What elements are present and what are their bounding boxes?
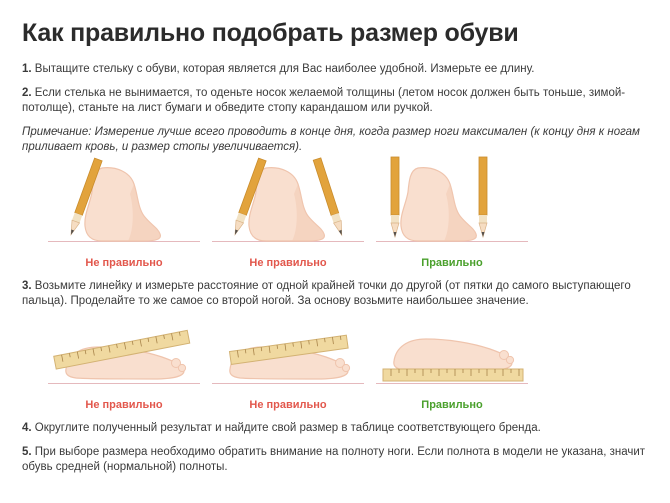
step-5 [22, 445, 648, 475]
pencil-tracing-illustration [22, 163, 652, 255]
caption-ruler-2: Не правильно [249, 399, 327, 411]
pencil-captions [22, 257, 652, 273]
caption-ruler-3: Правильно [421, 399, 483, 411]
caption-ruler-1: Не правильно [85, 399, 163, 411]
baseline-6 [376, 383, 528, 384]
pencil-panel-correct [372, 163, 532, 255]
ruler-measuring-illustration [22, 319, 652, 397]
step-1-text: Вытащите стельку с обуви, которая является для Вас наиболее удобной. Измерьте ее длину. [31, 63, 535, 75]
baseline-4 [48, 383, 200, 384]
caption-pencil-3: Правильно [421, 257, 483, 269]
step-3 [22, 279, 648, 309]
caption-pencil-1: Не правильно [85, 257, 163, 269]
step-1 [22, 62, 648, 77]
step-3-number: 3. [22, 280, 32, 292]
pencil-icon-2 [222, 157, 274, 241]
ruler-panel-wrong-1 [44, 319, 204, 397]
page-title: Как правильно подобрать размер обуви [22, 19, 519, 47]
step-5-number: 5. [22, 446, 32, 458]
note-text: Примечание: Измерение лучше всего проводить в конце дня, когда размер ноги максимален (к концу дня к ногам приливает кровь, и размер стопы увеличивается). [22, 126, 640, 153]
step-1-number: 1. [22, 63, 32, 75]
step-4-number: 4. [22, 422, 32, 434]
baseline-5 [212, 383, 364, 384]
ruler-icon-2 [228, 333, 354, 369]
step-5-text: При выборе размера необходимо обратить внимание на полноту ноги. Если полнота в модели не указана, значит обувь средней (нормальной) полноты. [22, 446, 646, 473]
ruler-icon-3 [382, 367, 524, 383]
step-2-text: Если стелька не вынимается, то оденьте носок желаемой толщины (летом носок должен быть тоньше, зимой-потолще), станьте на лист бумаги и обведите стопу карандашом или ручкой. [22, 87, 626, 114]
step-4-text: Округлите полученный результат и найдите свой размер в таблице соответствующего бренда. [31, 422, 541, 434]
step-2 [22, 86, 648, 116]
pencil-panel-wrong-1 [44, 163, 204, 255]
step-4 [22, 421, 648, 436]
caption-pencil-2: Не правильно [249, 257, 327, 269]
step-2-number: 2. [22, 87, 32, 99]
pencil-icon-1 [58, 157, 110, 241]
pencil-icon-3 [304, 157, 356, 241]
pencil-panel-wrong-2 [208, 163, 368, 255]
pencil-icon-4 [380, 157, 410, 241]
ruler-captions [22, 399, 652, 415]
ruler-icon-1 [52, 331, 194, 371]
pencil-icon-5 [468, 157, 498, 241]
ruler-panel-wrong-2 [208, 319, 368, 397]
step-3-text: Возьмите линейку и измерьте расстояние от одной крайней точки до другой (от пятки до самого выступающего пальца). Проделайте то же самое со второй ногой. За основу возьмите наибольшее значение. [22, 280, 631, 307]
ruler-panel-correct [372, 319, 532, 397]
